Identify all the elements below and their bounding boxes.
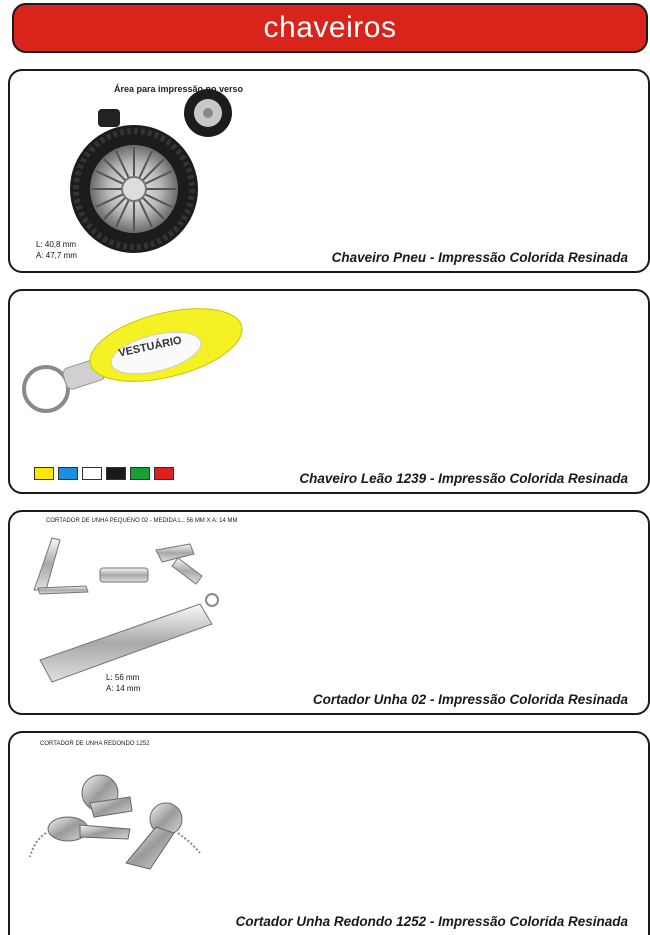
product-caption: Cortador Unha Redondo 1252 - Impressão Colorida Resinada — [235, 914, 628, 929]
product-card-tire-keychain — [8, 69, 650, 273]
color-swatch — [130, 467, 150, 480]
logo-text: VESTUÁRIO — [117, 334, 183, 360]
dimension-length: L: 56 mm — [106, 673, 140, 682]
dimensions — [36, 239, 77, 261]
color-swatch — [58, 467, 78, 480]
dimension-length: L: 40,8 mm — [36, 240, 77, 249]
product-card-oval-keychain — [8, 289, 650, 494]
product-caption: Chaveiro Leão 1239 - Impressão Colorida Resinada — [299, 471, 628, 486]
color-swatches — [34, 467, 174, 480]
dimensions — [106, 672, 140, 694]
product-card-nail-clipper-02 — [8, 510, 650, 715]
color-swatch — [106, 467, 126, 480]
color-swatch — [154, 467, 174, 480]
round-nail-clipper-image — [20, 767, 220, 897]
product-caption: Chaveiro Pneu - Impressão Colorida Resinada — [331, 250, 628, 265]
page-title: chaveiros — [263, 11, 397, 44]
product-caption: Cortador Unha 02 - Impressão Colorida Resinada — [312, 692, 628, 707]
page-header — [12, 3, 648, 53]
color-swatch — [82, 467, 102, 480]
product-note: CORTADOR DE UNHA PEQUENO 02 - MEDIDA L.: 56 MM X A: 14 MM — [46, 518, 238, 524]
dimension-height: A: 14 mm — [106, 684, 141, 693]
tire-keychain-image — [60, 71, 300, 271]
color-swatch — [34, 467, 54, 480]
product-note: CORTADOR DE UNHA REDONDO 1252 — [40, 741, 150, 747]
oval-keychain-image — [16, 301, 256, 431]
print-area-note: Área para impressão no verso — [114, 84, 244, 94]
product-card-round-nail-clipper-1252 — [8, 731, 650, 935]
dimension-height: A: 47,7 mm — [36, 251, 77, 260]
